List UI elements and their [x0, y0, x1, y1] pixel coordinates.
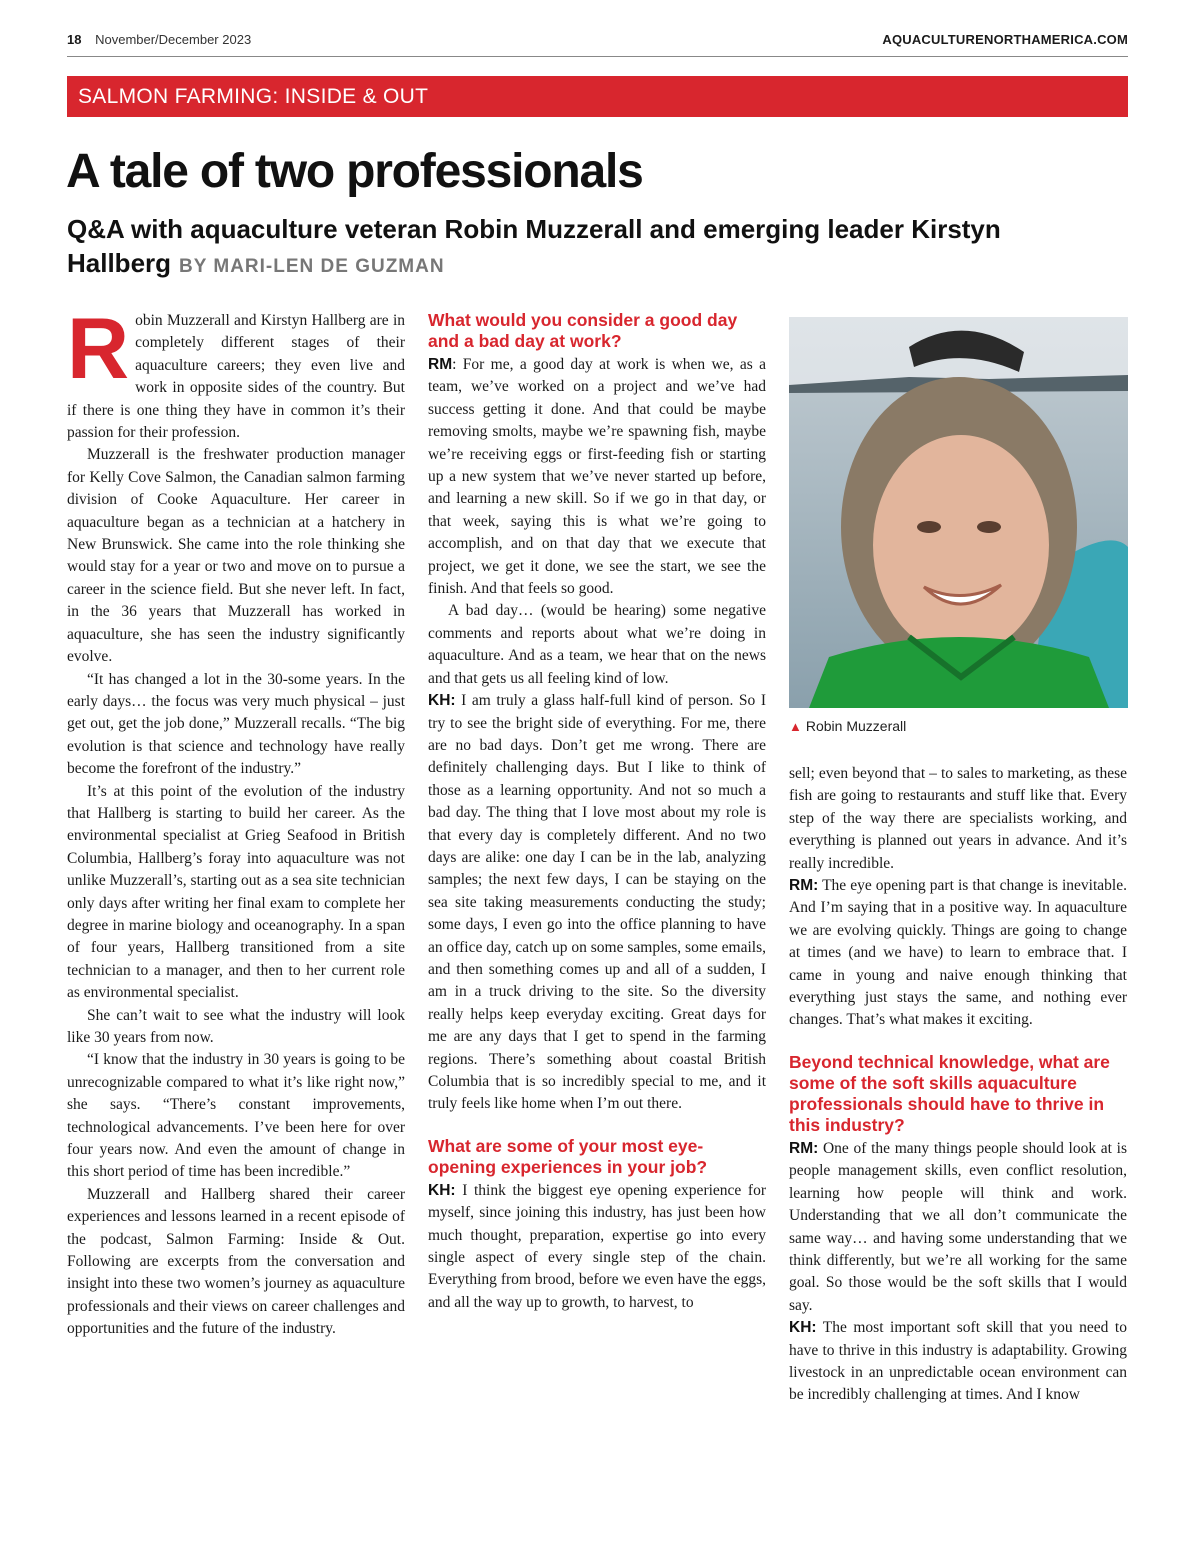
photo-caption: ▲ Robin Muzzerall	[789, 718, 907, 734]
intro-paragraph-2: Muzzerall is the freshwater production manager for Kelly Cove Salmon, the Canadian salmon farming division of Cooke Aquaculture. Her career in aquaculture began as a technician at a hatchery in New Brunswick. She came into the role thinking she would stay for a year or two and move on to pursue a career in the science field. But she never left. In fact, in the 36 years that Muzzerall has worked in aquaculture, she has seen the industry significantly evolve.	[67, 446, 405, 666]
portrait-photo	[789, 317, 1128, 708]
header-divider	[67, 56, 1128, 57]
byline: BY MARI-LEN DE GUZMAN	[179, 256, 445, 277]
speaker-kh: KH:	[428, 1181, 456, 1199]
intro-paragraph-7: Muzzerall and Hallberg shared their career experiences and lessons learned in a recent episode of the podcast, Salmon Farming: Inside & Out. Following are excerpts from the conversation and insight into these two women’s journey as aquaculture professionals and their views on career challenges and opportunities and the future of the industry.	[67, 1185, 405, 1338]
question-3-heading: Beyond technical knowledge, what are some of the soft skills aquaculture professionals should have to thrive in this industry?	[789, 1051, 1110, 1135]
answer-rm-1: RM: For me, a good day at work is when we, as a team, we’ve worked on a project and we’ve had success getting it done. And that could be maybe removing smolts, maybe we’re spawning fish, maybe we’re receiving eggs or first-feeding fish or starting up a new system that we’ve never started up before, and learning a new skill. So if we go in that day, or that week, saying this is what we’re going to accomplish, and on that day that we execute that project, we get it done, we see the start, we see the finish. And that feels so good.	[428, 356, 766, 598]
page-header	[67, 32, 1128, 54]
section-banner: SALMON FARMING: INSIDE & OUT	[67, 76, 1128, 117]
article-subheadline	[67, 212, 1137, 284]
website-link[interactable]: AQUACULTURENORTHAMERICA.COM	[882, 32, 1128, 47]
intro-paragraph-5: She can’t wait to see what the industry will look like 30 years from now.	[67, 1006, 405, 1046]
column-1	[67, 301, 405, 1341]
drop-cap: R	[67, 301, 130, 397]
portrait-illustration	[789, 317, 1128, 708]
intro-paragraph-4: It’s at this point of the evolution of the industry that Hallberg is starting to build her career. As the environmental specialist at Grieg Seafood in British Columbia, Hallberg’s foray into aquaculture was not unlike Muzzerall’s, starting out as a sea site technician only days after writing her final exam to complete her degree in marine biology and oceanography. In a span of four years, Hallberg transitioned from a site technician to a manager, and then to her current role as environmental specialist.	[67, 782, 405, 1002]
answer-kh-1: KH: I am truly a glass half-full kind of person. So I try to see the bright side of everything. For me, there are no bad days. Don’t get me wrong. There are definitely challenging days. But I like to think of those as a learning opportunity. And not so much a bad day. The thing that I love most about my role is that every day is completely different. And no two days are alike: one day I can be in the lab, analyzing samples; the next few days, I can be staying on the sea site taking measurements conducting the study; some days, I even go into the office planning to have an office day, catch up on some samples, some emails, and then something comes up and all of a sudden, I am in a truck driving to the site. So the diversity really helps keep everyday exciting. Great days for me are any days that I get to spend in the farming regions. There’s something about coastal British Columbia that is so incredibly special to me, and it truly feels like home when I’m out there.	[428, 692, 767, 1113]
speaker-kh: KH:	[428, 692, 456, 710]
subheadline-text: Q&A with aquaculture veteran Robin Muzzerall and emerging leader Kirstyn Hallberg	[67, 214, 1001, 278]
speaker-kh: KH:	[789, 1319, 817, 1337]
column-2	[428, 310, 766, 1314]
article-headline: A tale of two professionals	[66, 145, 643, 198]
question-2-heading: What are some of your most eye-opening experiences in your job?	[428, 1135, 708, 1177]
answer-rm-1b: A bad day… (would be hearing) some negative comments and reports about what we’re doing in aquaculture. And as a team, we hear that on the news and that gets us all feeling kind of low.	[428, 602, 766, 687]
red-triangle-icon: ▲	[789, 719, 802, 734]
intro-paragraph-3: “It has changed a lot in the 30-some years. In the early days… the focus was very much physical – just get out, get the job done,” Muzzerall recalls. “The big evolution is that science and technology have really become the forefront of the industry.”	[67, 670, 405, 778]
answer-kh-2: KH: I think the biggest eye opening experience for myself, since joining this industry, has just been how much thought, preparation, expertise go into every single aspect of every single step of the chain. Everything from brood, before we even have the eggs, and all the way up to growth, to harvest, to	[428, 1181, 767, 1311]
column-3	[789, 763, 1127, 1407]
speaker-rm: RM	[428, 356, 453, 373]
answer-kh-3: KH: The most important soft skill that you need to have to thrive in this industry is adaptability. Growing livestock in an unpredictable ocean environment can be incredibly challenging at times. And I know	[789, 1319, 1127, 1404]
answer-rm-2: RM: The eye opening part is that change is inevitable. And I’m saying that in a positive way. In aquaculture we are evolving quickly. Things are going to change at times (and we have) to learn to embrace that. I came in young and naive enough thinking that everything just stays the same, and nothing ever changes. That’s what makes it exciting.	[789, 877, 1127, 1029]
question-1-heading: What would you consider a good day and a bad day at work?	[428, 310, 738, 351]
answer-rm-3: RM: One of the many things people should look at is people management skills, even conflict resolution, learning how people will think and work. Understanding that we all don’t communicate the same way… and having some understanding that we think differently, but we’re all working for the same goal. So those would be the soft skills that I would say.	[789, 1139, 1127, 1314]
page-number: 18	[67, 32, 82, 47]
answer-kh-2-continued: sell; even beyond that – to sales to marketing, as these fish are going to restaurants and stuff like that. Every step of the way there are specialists working, and everything is planned out years in advance. And it’s really incredible.	[789, 765, 1127, 872]
intro-paragraph-6: “I know that the industry in 30 years is going to be unrecognizable compared to what it’s like right now,” she says. “There’s constant improvements, technological advancements. I’ve been here for over four years now. And even the amount of change in this short period of time has been incredible.”	[67, 1051, 405, 1181]
speaker-rm: RM:	[789, 877, 819, 895]
issue-date: November/December 2023	[95, 32, 252, 47]
speaker-rm: RM:	[789, 1139, 819, 1157]
intro-paragraph-1: Robin Muzzerall and Kirstyn Hallberg are in completely different stages of their aquaculture careers; they even live and work in opposite sides of the country. But if there is one thing they have in common it’s their passion for their profession.	[67, 301, 405, 442]
